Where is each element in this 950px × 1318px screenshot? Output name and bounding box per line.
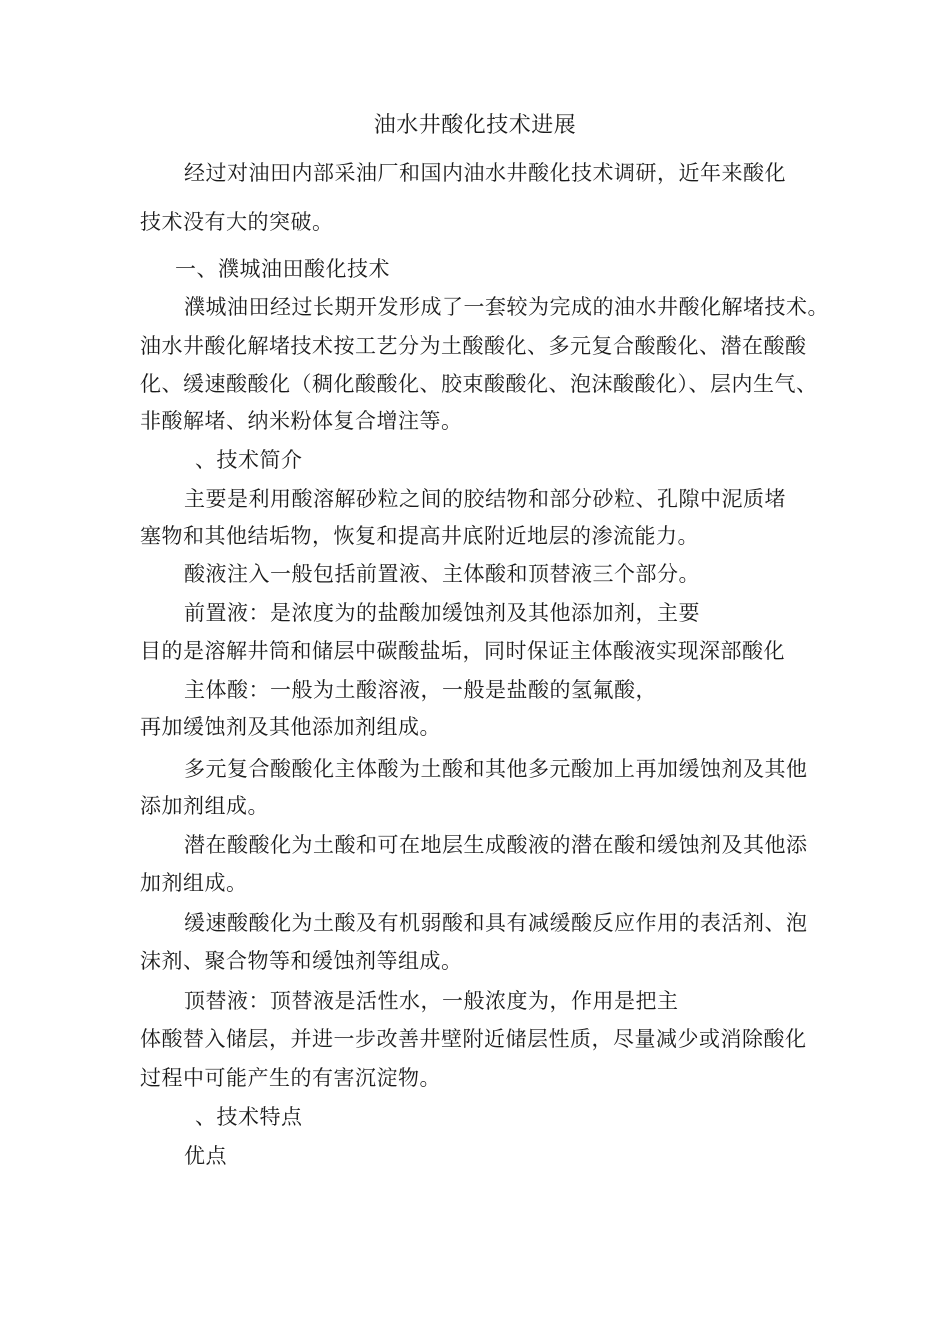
paragraph-line: 目的是溶解井筒和储层中碳酸盐垢，同时保证主体酸液实现深部酸化 bbox=[140, 639, 785, 663]
paragraph-line: 酸液注入一般包括前置液、主体酸和顶替液三个部分。 bbox=[184, 562, 700, 586]
paragraph-line: 经过对油田内部采油厂和国内油水井酸化技术调研，近年来酸化 bbox=[184, 161, 786, 185]
paragraph-line: 沫剂、聚合物等和缓蚀剂等组成。 bbox=[140, 949, 463, 973]
paragraph-line: 体酸替入储层，并进一步改善井壁附近储层性质，尽量减少或消除酸化 bbox=[140, 1027, 807, 1051]
paragraph-line: 技术没有大的突破。 bbox=[140, 210, 334, 234]
paragraph-line: 缓速酸酸化为土酸及有机弱酸和具有减缓酸反应作用的表活剂、泡 bbox=[184, 911, 808, 935]
paragraph-line: 油水井酸化解堵技术按工艺分为土酸酸化、多元复合酸酸化、潜在酸酸 bbox=[140, 334, 807, 358]
paragraph-line: 再加缓蚀剂及其他添加剂组成。 bbox=[140, 715, 441, 739]
paragraph-line: 多元复合酸酸化主体酸为土酸和其他多元酸加上再加缓蚀剂及其他 bbox=[184, 757, 808, 781]
page-title: 油水井酸化技术进展 bbox=[373, 113, 577, 138]
paragraph-line: 塞物和其他结垢物，恢复和提高井底附近地层的渗流能力。 bbox=[140, 524, 699, 548]
paragraph-line: 加剂组成。 bbox=[140, 871, 248, 895]
paragraph-line: 过程中可能产生的有害沉淀物。 bbox=[140, 1066, 441, 1090]
paragraph-line: 非酸解堵、纳米粉体复合增注等。 bbox=[140, 409, 463, 433]
section-heading: 一、濮城油田酸化技术 bbox=[175, 257, 390, 281]
paragraph-line: 顶替液：顶替液是活性水，一般浓度为，作用是把主 bbox=[184, 989, 679, 1013]
paragraph-line: 化、缓速酸酸化（稠化酸酸化、胶束酸酸化、泡沫酸酸化）、层内生气、 bbox=[140, 372, 818, 396]
paragraph-line: 濮城油田经过长期开发形成了一套较为完成的油水井酸化解堵技术。 bbox=[184, 295, 829, 319]
paragraph-line: 潜在酸酸化为土酸和可在地层生成酸液的潜在酸和缓蚀剂及其他添 bbox=[184, 833, 808, 857]
subsection-heading: 、技术特点 bbox=[195, 1105, 303, 1129]
paragraph-line: 添加剂组成。 bbox=[140, 794, 269, 818]
paragraph-line: 主体酸：一般为土酸溶液，一般是盐酸的氢氟酸， bbox=[184, 678, 657, 702]
paragraph-line: 优点 bbox=[184, 1144, 227, 1168]
subsection-heading: 、技术简介 bbox=[195, 448, 303, 472]
paragraph-line: 主要是利用酸溶解砂粒之间的胶结物和部分砂粒、孔隙中泥质堵 bbox=[184, 487, 786, 511]
paragraph-line: 前置液：是浓度为的盐酸加缓蚀剂及其他添加剂，主要 bbox=[184, 601, 700, 625]
